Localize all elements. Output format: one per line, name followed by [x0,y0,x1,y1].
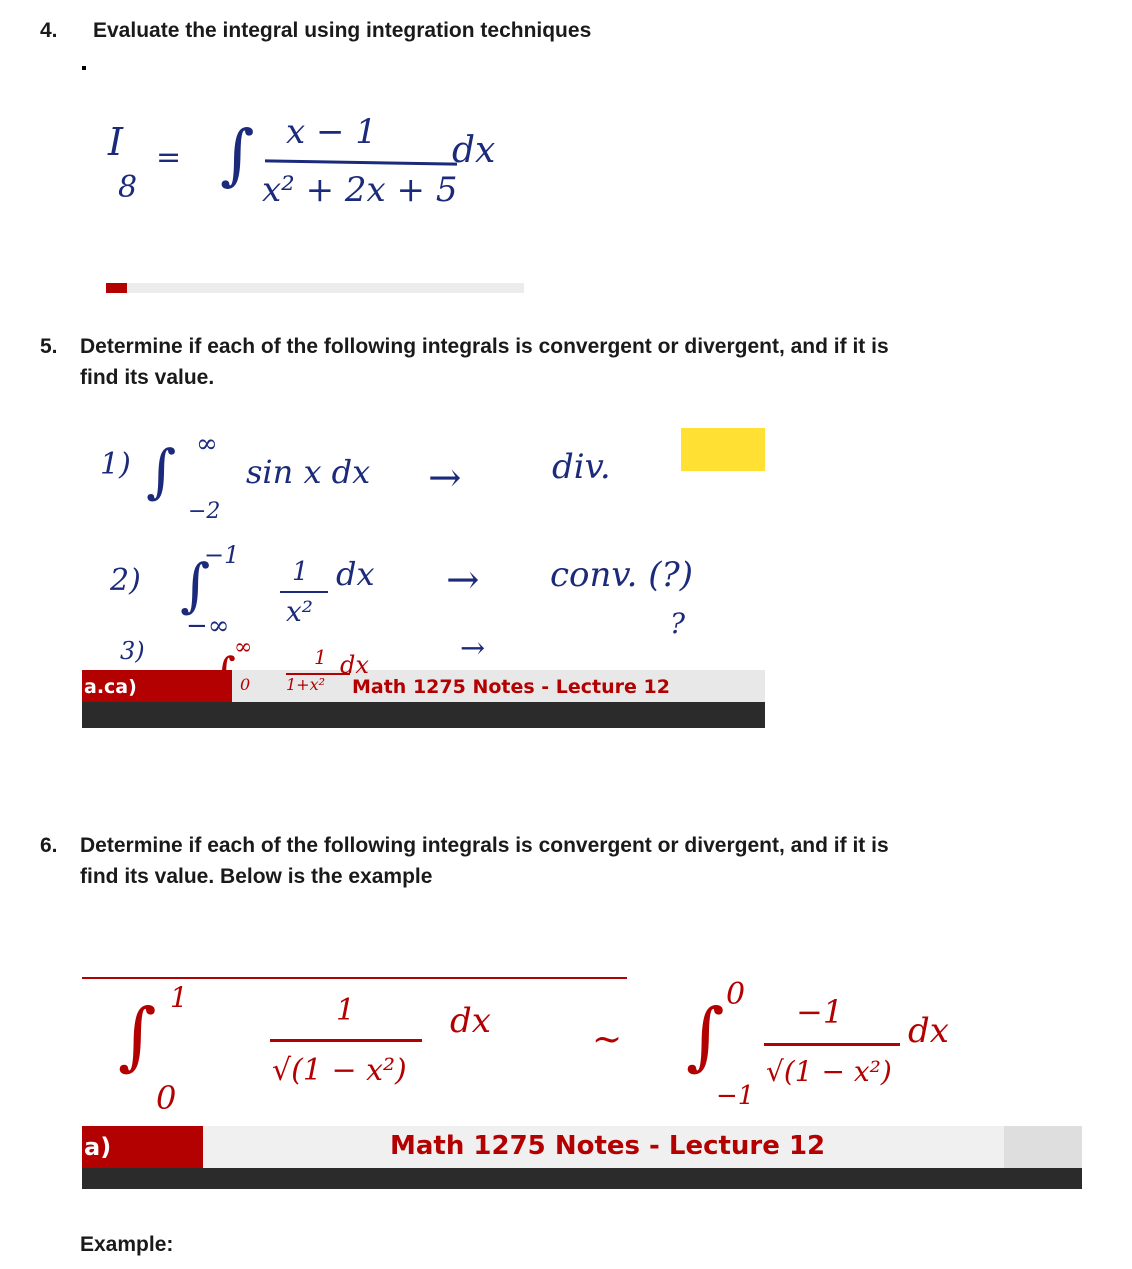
q5-item3-lower: 0 [240,675,251,694]
q5-item2-upper: −1 [204,541,240,569]
q4-lhs-sub: 8 [118,170,138,205]
q6-int2-upper: 0 [726,977,746,1012]
q6-footer-center-text: Math 1275 Notes - Lecture 12 [390,1131,826,1161]
q6-int1-denominator: √(1 − x²) [272,1053,407,1088]
q6-footer-left-text: a) [84,1133,112,1161]
q5-item2-arrow: → [446,557,480,603]
q5-item3-arrow: → [460,631,486,666]
q5-item3-integral: ∫ [212,647,236,701]
example-label: Example: [80,1233,174,1256]
q5-handwriting [90,425,770,705]
question-6 [40,830,1040,892]
q4-denominator: x² + 2x + 5 [262,170,458,210]
q5-item2-result-extra: ? [670,607,686,640]
q6-int2-fraction-bar [764,1043,900,1046]
q4-handwriting [100,100,540,230]
q4-footer-light [127,283,524,293]
stray-dot [82,66,86,70]
q5-footer-left-text: a.ca) [84,676,137,698]
q6-int1-lower: 0 [156,1079,177,1117]
q6-int1-fraction-bar [270,1039,422,1042]
q4-footer-red [106,283,127,293]
q5-item2-integral: ∫ [180,551,211,619]
q6-int2-denominator: √(1 − x²) [766,1055,892,1088]
q4-numerator: x − 1 [286,112,377,152]
q5-item2-lower: −∞ [186,611,230,641]
q6-footer-lighter [1004,1126,1082,1168]
q5-item3-numerator: 1 [314,645,327,669]
q5-item1-integral: ∫ [146,437,177,505]
q5-item2-numerator: 1 [292,557,309,587]
q5-item3-upper: ∞ [234,635,253,660]
q4-integral-sign: ∫ [220,116,255,193]
q5-item3-denominator: 1+x² [286,675,326,694]
question-5-line-2: find its value. [80,366,215,389]
q5-item2-differential: dx [336,555,375,593]
q6-int1-numerator: 1 [336,993,356,1028]
question-5-line-1: Determine if each of the following integrals is convergent or divergent, and if it is [80,335,889,358]
q5-footer-dark [82,702,765,728]
q4-equals: = [156,140,182,175]
q6-tilde: ~ [592,1019,623,1060]
q5-item2-label: 2) [110,563,141,598]
q5-item1-upper: ∞ [196,429,218,459]
q5-item1-lower: −2 [188,499,221,524]
question-6-line-1: Determine if each of the following integrals is convergent or divergent, and if it is [80,834,889,857]
question-6-number: 6. [40,834,58,857]
q6-dx1: dx [450,1001,491,1041]
q5-item2-fraction-bar [280,591,328,593]
question-5 [40,331,1040,393]
q6-int2-integral: ∫ [686,993,725,1079]
q5-item1-result: div. [552,447,611,487]
q4-lhs: I [108,120,124,164]
question-4-text: Evaluate the integral using integration techniques [93,19,592,42]
q5-item1-integrand: sin x dx [246,453,371,491]
q6-handwriting [100,975,1000,1125]
question-6-line-2: find its value. Below is the example [80,865,433,888]
q5-item2-result: conv. (?) [550,555,693,595]
q5-item3-differential: dx [340,651,369,679]
q5-item1-arrow: → [428,455,462,501]
q5-item1-label: 1) [100,447,131,482]
q5-item3-label: 3) [120,637,145,665]
question-4 [40,15,1040,46]
q6-footer-dark [82,1168,1082,1189]
q4-differential: dx [452,130,496,171]
q5-footer-center-text: Math 1275 Notes - Lecture 12 [352,676,670,698]
q6-int1-integral: ∫ [118,993,157,1079]
q6-int2-numerator: −1 [796,993,844,1031]
q6-int1-upper: 1 [170,981,188,1014]
q5-item2-denominator: x² [286,595,314,628]
q6-dx2: dx [908,1011,949,1051]
q4-fraction-bar [265,159,457,165]
question-5-number: 5. [40,335,58,358]
q6-int2-lower: −1 [716,1081,755,1111]
question-4-number: 4. [40,19,58,42]
